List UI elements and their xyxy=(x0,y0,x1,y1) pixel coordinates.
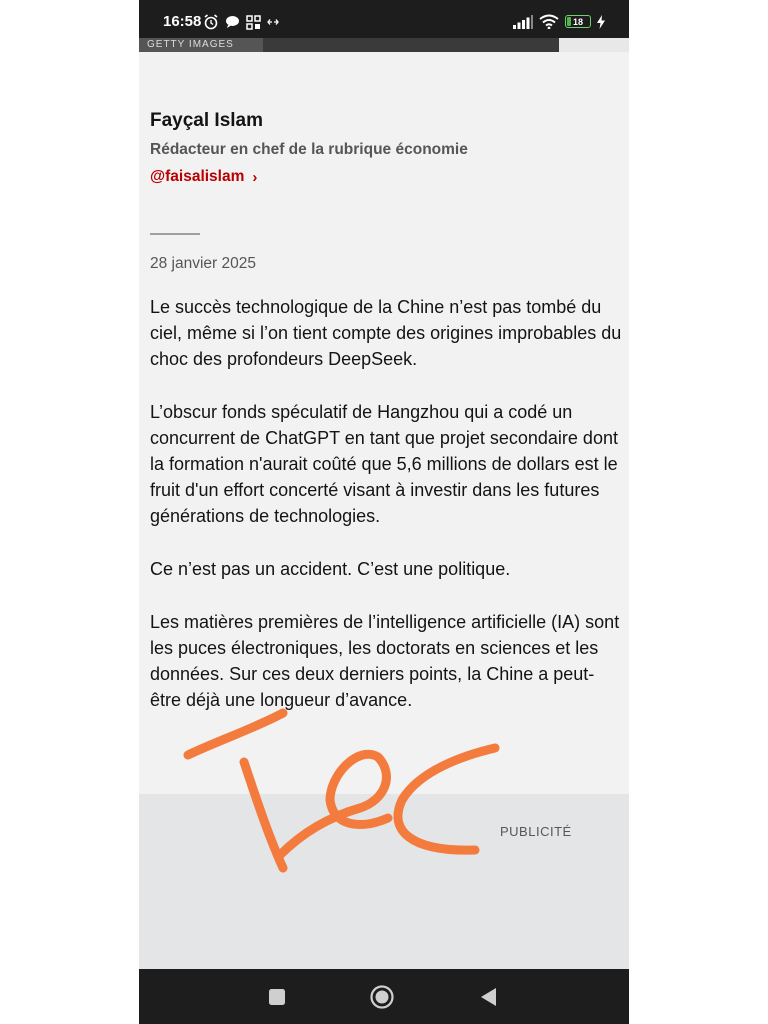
ad-label: PUBLICITÉ xyxy=(500,824,572,839)
article-paragraph: Ce n’est pas un accident. C’est une politique. xyxy=(150,559,511,579)
signal-icon xyxy=(513,15,533,29)
battery-level: 18 xyxy=(572,16,583,27)
navigation-bar xyxy=(139,969,629,1024)
back-button[interactable] xyxy=(474,983,502,1011)
home-button[interactable] xyxy=(368,983,396,1011)
image-credit: GETTY IMAGES xyxy=(139,38,263,52)
phone-screen xyxy=(139,0,629,1024)
wifi-icon xyxy=(539,14,559,29)
chat-bubble-icon xyxy=(225,15,240,29)
article-paragraph: Le succès technologique de la Chine n’est pas tombé du ciel, même si l’on tient compte des origines improbables du choc des profondeurs DeepSeek. xyxy=(150,297,622,369)
author-handle-text: @faisalislam xyxy=(150,168,245,185)
article-body xyxy=(150,294,625,740)
triangle-back-icon xyxy=(479,987,497,1007)
circle-icon xyxy=(369,984,395,1010)
battery-indicator xyxy=(565,15,591,28)
battery-fill xyxy=(567,17,571,26)
status-left-icons xyxy=(203,14,279,30)
article-date: 28 janvier 2025 xyxy=(150,255,256,272)
author-role: Rédacteur en chef de la rubrique économie xyxy=(150,141,468,158)
author-handle-link[interactable] xyxy=(150,168,257,186)
square-icon xyxy=(268,988,286,1006)
recent-apps-button[interactable] xyxy=(263,983,291,1011)
hero-image-highlight xyxy=(559,38,629,52)
divider xyxy=(150,233,200,235)
status-right-icons xyxy=(513,14,605,29)
article-paragraph: Les matières premières de l’intelligence artificielle (IA) sont les puces électroniques, les doctorats en sciences et les données. Sur ces deux derniers points, la Chine a peut-être déjà une longueur d’avance. xyxy=(150,612,620,710)
link-icon xyxy=(267,17,279,27)
author-name: Fayçal Islam xyxy=(150,110,264,131)
app-grid-icon xyxy=(246,15,261,30)
article-paragraph: L’obscur fonds spéculatif de Hangzhou qui a codé un concurrent de ChatGPT en tant que projet secondaire dont la formation n'aurait coûté que 5,6 millions de dollars est le fruit d'un effort concerté visant à investir dans les futures générations de technologies. xyxy=(150,402,618,526)
status-time: 16:58 xyxy=(163,13,202,30)
chevron-right-icon: › xyxy=(252,168,258,186)
alarm-icon xyxy=(203,14,219,30)
charging-bolt-icon xyxy=(597,15,605,29)
hero-image xyxy=(139,38,629,52)
ad-area[interactable] xyxy=(139,794,629,970)
